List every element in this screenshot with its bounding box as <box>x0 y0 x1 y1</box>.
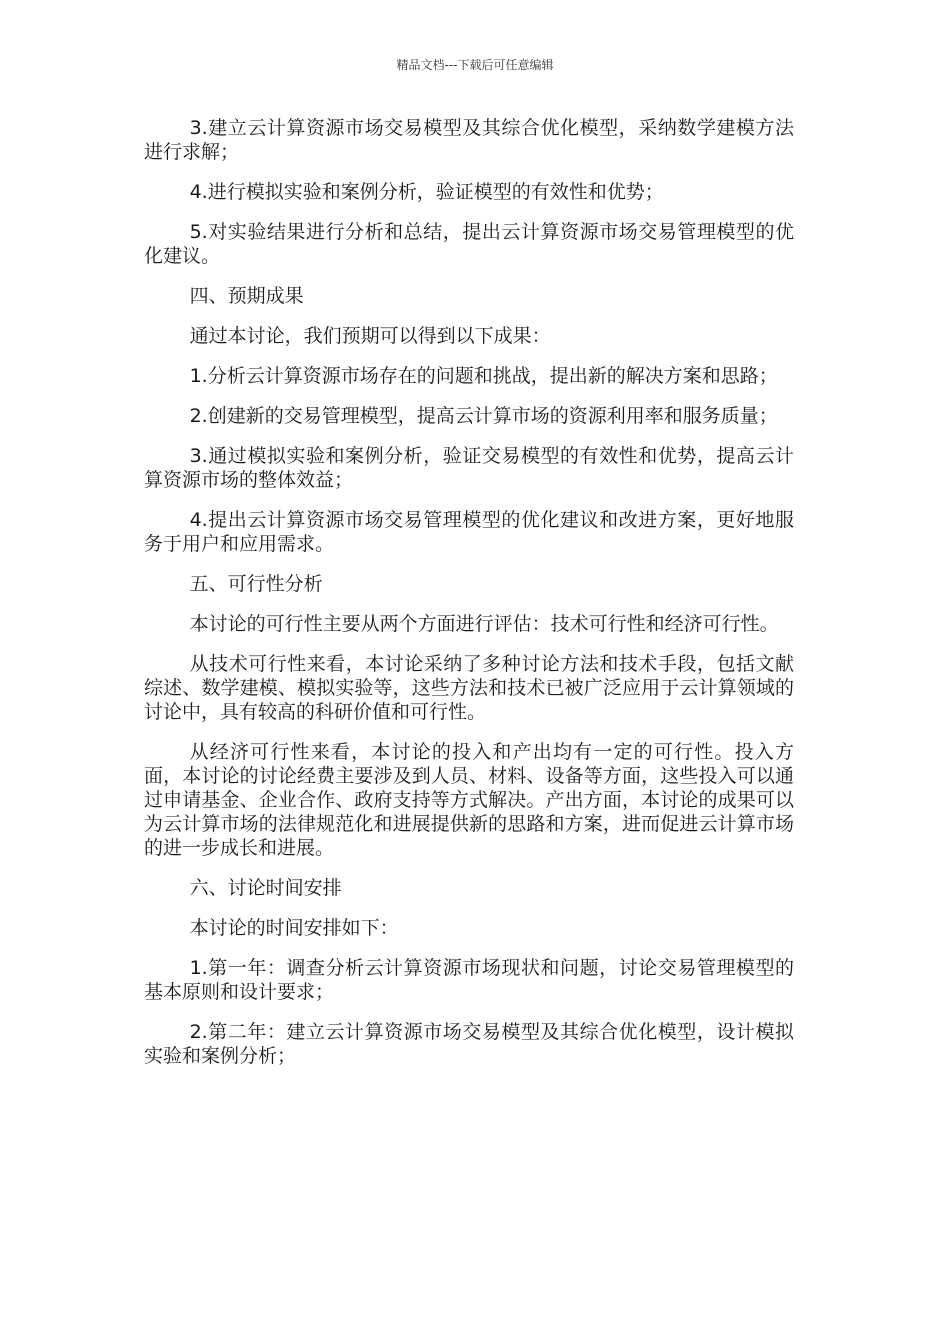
section-heading-expected-results: 四、预期成果 <box>189 285 304 307</box>
paragraph-schedule-intro: 本讨论的时间安排如下： <box>189 917 399 939</box>
paragraph-technical-feasibility: 从技术可行性来看，本讨论采纳了多种讨论方法和技术手段，包括文献综述、数学建模、模拟实验等，这些方法和技术已被广泛应用于云计算领域的讨论中，具有较高的科研价值和可行性。 <box>144 653 794 723</box>
paragraph-economic-feasibility: 从经济可行性来看，本讨论的投入和产出均有一定的可行性。投入方面，本讨论的讨论经费主要涉及到人员、材料、设备等方面，这些投入可以通过申请基金、企业合作、政府支持等方式解决。产出方面，本讨论的成果可以为云计算市场的法律规范化和进展提供新的思路和方案，进而促进云计算市场的进一步成长和进展。 <box>144 741 794 859</box>
paragraph-schedule-year-2: 2.第二年：建立云计算资源市场交易模型及其综合优化模型，设计模拟实验和案例分析； <box>144 1021 794 1067</box>
paragraph-step-5: 5.对实验结果进行分析和总结，提出云计算资源市场交易管理模型的优化建议。 <box>144 221 794 267</box>
paragraph-step-3: 3.建立云计算资源市场交易模型及其综合优化模型，采纳数学建模方法进行求解； <box>144 117 794 163</box>
paragraph-result-4: 4.提出云计算资源市场交易管理模型的优化建议和改进方案，更好地服务于用户和应用需求。 <box>144 509 794 555</box>
paragraph-feasibility-intro: 本讨论的可行性主要从两个方面进行评估：技术可行性和经济可行性。 <box>189 613 779 635</box>
paragraph-step-4: 4.进行模拟实验和案例分析，验证模型的有效性和优势； <box>189 181 664 203</box>
section-heading-schedule: 六、讨论时间安排 <box>189 877 342 899</box>
page-header: 精品文档---下载后可任意编辑 <box>396 58 554 72</box>
paragraph-result-1: 1.分析云计算资源市场存在的问题和挑战，提出新的解决方案和思路； <box>189 365 778 387</box>
document-body <box>144 116 794 1084</box>
section-heading-feasibility: 五、可行性分析 <box>189 573 323 595</box>
paragraph-results-intro: 通过本讨论，我们预期可以得到以下成果： <box>189 325 551 347</box>
paragraph-result-3: 3.通过模拟实验和案例分析，验证交易模型的有效性和优势，提高云计算资源市场的整体效益； <box>144 445 794 491</box>
paragraph-result-2: 2.创建新的交易管理模型，提高云计算市场的资源利用率和服务质量； <box>189 405 778 427</box>
paragraph-schedule-year-1: 1.第一年：调查分析云计算资源市场现状和问题，讨论交易管理模型的基本原则和设计要求； <box>144 957 794 1003</box>
